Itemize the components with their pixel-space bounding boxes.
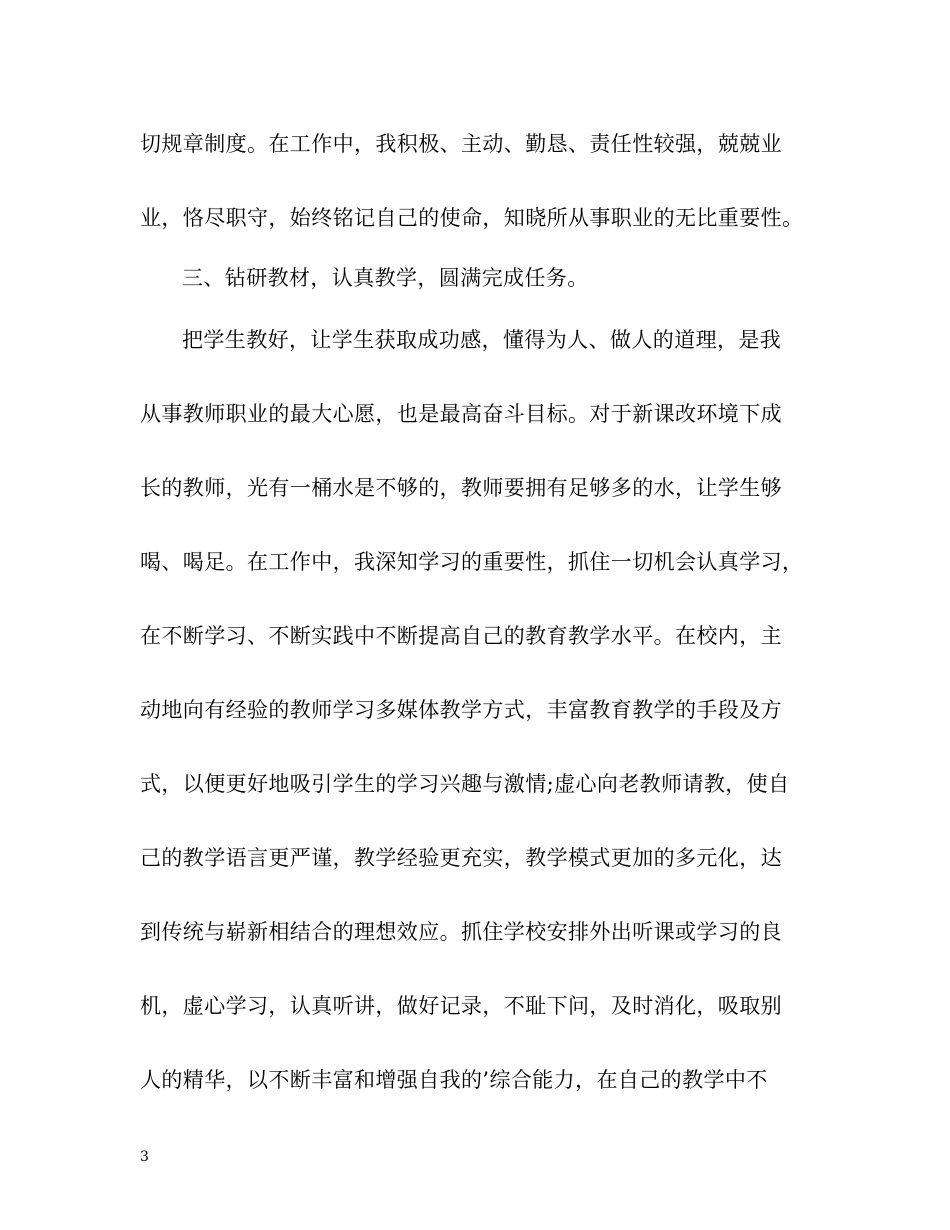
text-line: 从事教师职业的最大心愿，也是最高奋斗目标。对于新课改环境下成	[140, 402, 782, 426]
text-line: 动地向有经验的教师学习多媒体教学方式，丰富教育教学的手段及方	[140, 698, 782, 722]
text-line: 把学生教好，让学生获取成功感，懂得为人、做人的道理，是我	[182, 328, 782, 352]
section-heading: 三、钻研教材，认真教学，圆满完成任务。	[182, 266, 589, 290]
text-line: 喝、喝足。在工作中，我深知学习的重要性，抓住一切机会认真学习，	[140, 550, 804, 574]
text-line: 长的教师，光有一桶水是不够的，教师要拥有足够多的水，让学生够	[140, 476, 782, 500]
text-line: 到传统与崭新相结合的理想效应。抓住学校安排外出听课或学习的良	[140, 920, 782, 944]
text-line: 业，恪尽职守，始终铭记自己的使命，知晓所从事职业的无比重要性。	[140, 206, 804, 230]
text-line: 切规章制度。在工作中，我积极、主动、勤恳、责任性较强，兢兢业	[140, 132, 782, 156]
text-line: 己的教学语言更严谨，教学经验更充实，教学模式更加的多元化，达	[140, 846, 782, 870]
text-line: 机，虚心学习，认真听讲，做好记录，不耻下问，及时消化，吸取别	[140, 994, 782, 1018]
page-number: 3	[140, 1149, 149, 1165]
text-line: 人的精华，以不断丰富和增强自我的’综合能力，在自己的教学中不	[140, 1068, 768, 1092]
text-line: 在不断学习、不断实践中不断提高自己的教育教学水平。在校内，主	[140, 624, 782, 648]
text-line: 式，以便更好地吸引学生的学习兴趣与激情;虚心向老教师请教，使自	[140, 772, 790, 796]
